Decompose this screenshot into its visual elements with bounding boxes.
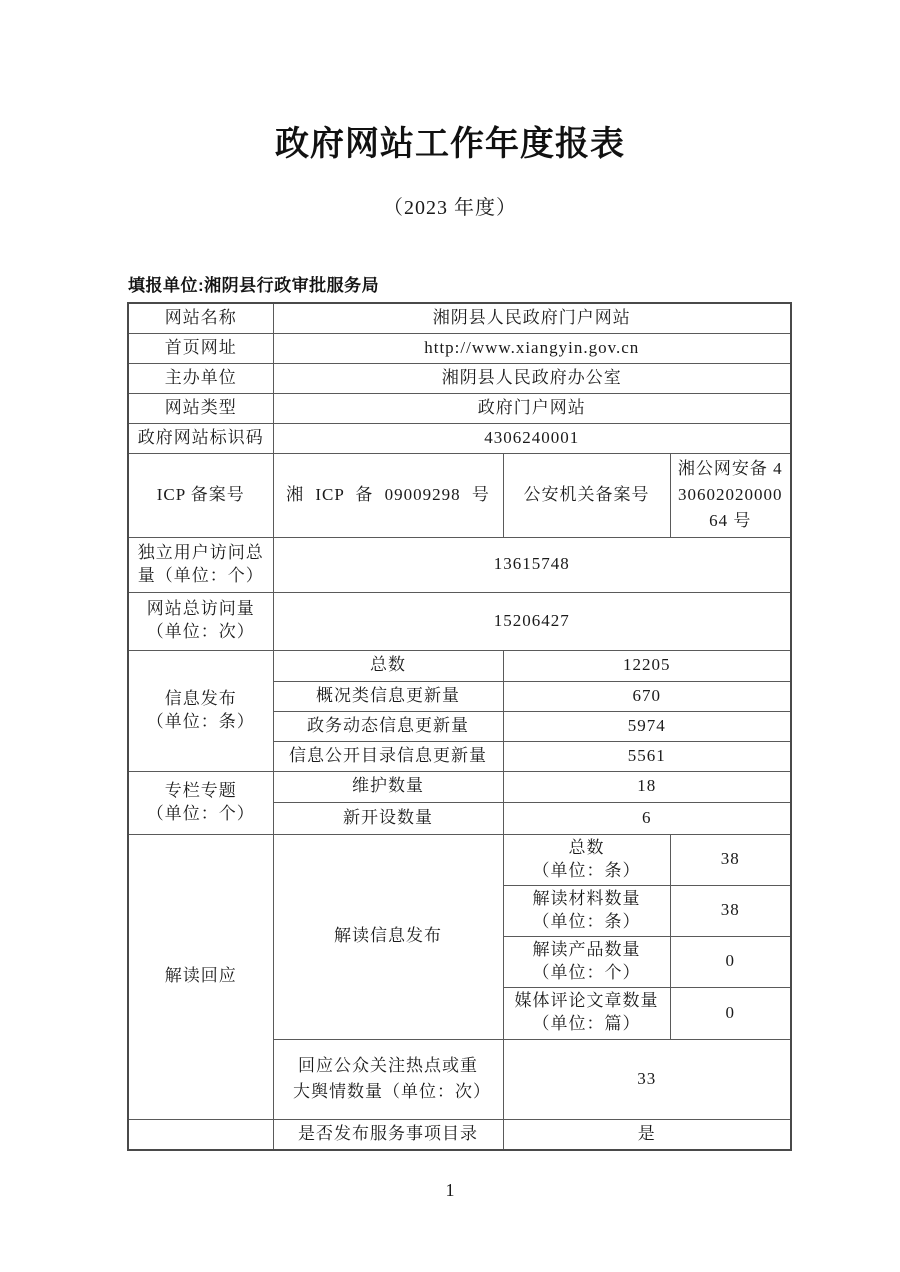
- reporting-unit-line: 填报单位:湘阴县行政审批服务局: [128, 276, 380, 295]
- hotspot-response-value: 33: [503, 1039, 791, 1119]
- page-number: 1: [445, 1180, 455, 1200]
- row-home-url: [128, 333, 791, 363]
- row-total-visits: [128, 592, 791, 650]
- interpretation-media-label-unit: （单位：篇）: [532, 1014, 641, 1034]
- special-columns-maintained-label: 维护数量: [273, 771, 503, 802]
- row-special-columns-maintained: [128, 771, 791, 802]
- site-code-label: 政府网站标识码: [128, 423, 273, 453]
- site-name-label: 网站名称: [128, 303, 273, 333]
- organizer-label: 主办单位: [128, 363, 273, 393]
- police-record-label: 公安机关备案号: [503, 453, 670, 537]
- info-publish-dynamics-label: 政务动态信息更新量: [273, 711, 503, 741]
- row-site-type: [128, 393, 791, 423]
- service-catalog-value: 是: [503, 1119, 791, 1150]
- row-site-code: [128, 423, 791, 453]
- info-publish-overview-value: 670: [503, 681, 791, 711]
- info-publish-catalog-label: 信息公开目录信息更新量: [273, 741, 503, 771]
- special-columns-new-value: 6: [503, 802, 791, 834]
- interpretation-total-label-unit: （单位：条）: [532, 860, 641, 880]
- info-publish-dynamics-value: 5974: [503, 711, 791, 741]
- police-record-value: 湘公网安备 43060202000064 号: [670, 453, 791, 537]
- unique-visitors-label: 独立用户访问总量（单位：个）: [128, 537, 273, 592]
- special-columns-maintained-value: 18: [503, 771, 791, 802]
- interpretation-materials-label: [503, 885, 670, 936]
- service-catalog-label: 是否发布服务事项目录: [273, 1119, 503, 1150]
- row-interpretation-total: [128, 834, 791, 885]
- hotspot-response-label-text: 回应公众关注热点或重大舆情数量（单位：次）: [293, 1055, 491, 1102]
- row-unique-visitors: [128, 537, 791, 592]
- row-info-publish-total: [128, 650, 791, 681]
- hotspot-response-label: [273, 1039, 503, 1119]
- site-code-value: 4306240001: [273, 423, 791, 453]
- annual-report-table: [127, 302, 792, 1151]
- info-publish-total-value: 12205: [503, 650, 791, 681]
- special-columns-name: 专栏专题: [164, 780, 237, 800]
- info-publish-overview-label: 概况类信息更新量: [273, 681, 503, 711]
- organizer-value: 湘阴县人民政府办公室: [273, 363, 791, 393]
- interpretation-products-label: [503, 936, 670, 987]
- row-site-name: [128, 303, 791, 333]
- interpretation-section-label: 解读回应: [128, 834, 273, 1119]
- page-title: 政府网站工作年度报表: [275, 125, 625, 163]
- info-publish-name: 信息发布: [164, 688, 237, 708]
- home-url-label: 首页网址: [128, 333, 273, 363]
- total-visits-label: 网站总访问量（单位：次）: [128, 592, 273, 650]
- site-type-label: 网站类型: [128, 393, 273, 423]
- row-organizer: [128, 363, 791, 393]
- interpretation-media-value: 0: [670, 987, 791, 1039]
- row-service-catalog: [128, 1119, 791, 1150]
- interpretation-products-label-name: 解读产品数量: [532, 939, 641, 959]
- special-columns-new-label: 新开设数量: [273, 802, 503, 834]
- page-subtitle: （2023 年度）: [383, 197, 517, 219]
- site-name-value: 湘阴县人民政府门户网站: [273, 303, 791, 333]
- info-publish-total-label: 总数: [273, 650, 503, 681]
- row-icp: [128, 453, 791, 537]
- unique-visitors-value: 13615748: [273, 537, 791, 592]
- service-catalog-empty-cell: [128, 1119, 273, 1150]
- info-publish-section-label: [128, 650, 273, 771]
- interpretation-materials-label-unit: （单位：条）: [532, 911, 641, 931]
- home-url-value: http://www.xiangyin.gov.cn: [273, 333, 791, 363]
- icp-label: ICP 备案号: [128, 453, 273, 537]
- special-columns-unit: （单位：个）: [146, 803, 255, 823]
- icp-value: 湘 ICP 备 09009298 号: [273, 453, 503, 537]
- interpretation-total-value: 38: [670, 834, 791, 885]
- total-visits-value: 15206427: [273, 592, 791, 650]
- interpretation-products-label-unit: （单位：个）: [532, 962, 641, 982]
- interpretation-total-label-name: 总数: [568, 837, 605, 857]
- interpretation-total-label: [503, 834, 670, 885]
- info-publish-unit: （单位：条）: [146, 711, 255, 731]
- special-columns-section-label: [128, 771, 273, 834]
- interpretation-media-label: [503, 987, 670, 1039]
- interpretation-products-value: 0: [670, 936, 791, 987]
- interpretation-materials-value: 38: [670, 885, 791, 936]
- interpretation-publish-label: 解读信息发布: [273, 834, 503, 1039]
- site-type-value: 政府门户网站: [273, 393, 791, 423]
- interpretation-media-label-name: 媒体评论文章数量: [514, 991, 659, 1011]
- interpretation-materials-label-name: 解读材料数量: [532, 888, 641, 908]
- info-publish-catalog-value: 5561: [503, 741, 791, 771]
